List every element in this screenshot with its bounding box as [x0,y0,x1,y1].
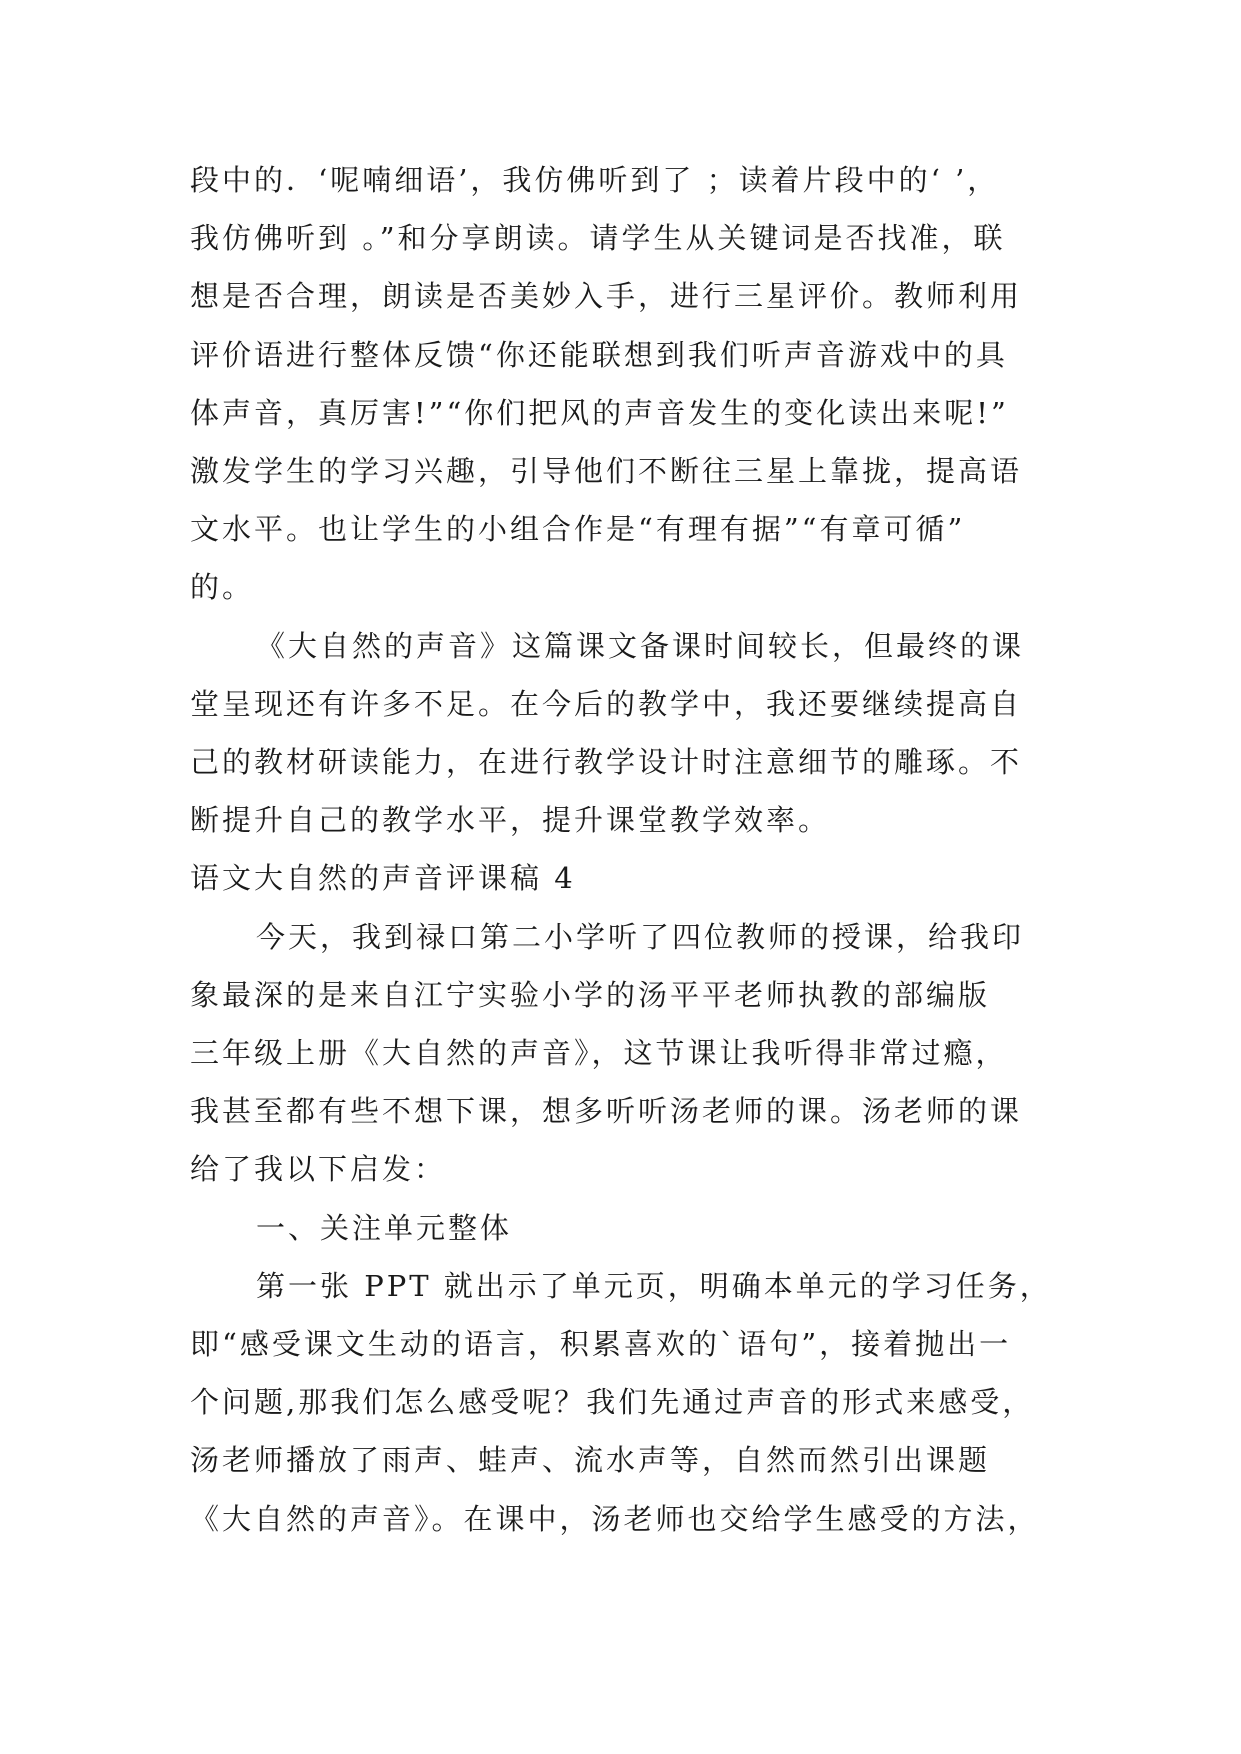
text-line: 堂呈现还有许多不足。在今后的教学中，我还要继续提高自 [190,686,1023,721]
text-line: 想是否合理，朗读是否美妙入手，进行三星评价。教师利用 [190,279,1023,314]
text-line: 汤老师播放了雨声、蛙声、流水声等，自然而然引出课题 [190,1443,991,1478]
text-line: 我仿佛听到 。”和分享朗读。请学生从关键词是否找准，联 [190,221,1006,256]
text-line: 个问题,那我们怎么感受呢？我们先通过声音的形式来感受， [190,1385,1035,1420]
text-line: 我甚至都有些不想下课，想多听听汤老师的课。汤老师的课 [190,1094,1023,1129]
text-line: 第一张 PPT 就出示了单元页，明确本单元的学习任务， [256,1268,1052,1303]
text-line: 的。 [190,570,255,605]
text-line: 激发学生的学习兴趣，引导他们不断往三星上靠拢，提高语 [190,454,1023,488]
text-line: 一、关注单元整体 [256,1210,513,1245]
text-line: 体声音，真厉害!”“你们把风的声音发生的变化读出来呢!” [190,395,1009,430]
text-line: 评价语进行整体反馈“你还能联想到我们听声音游戏中的具 [190,337,1008,372]
text-line: 己的教材研读能力，在进行教学设计时注意细节的雕琢。不 [190,745,1023,779]
text-line: 段中的．‘呢喃细语’，我仿佛听到了 ；读着片段中的‘ ’， [190,163,1000,197]
text-line: 文水平。也让学生的小组合作是“有理有据”“有章可循” [190,512,966,547]
text-line: 三年级上册《大自然的声音》，这节课让我听得非常过瘾， [190,1036,1008,1070]
text-line: 象最深的是来自江宁实验小学的汤平平老师执教的部编版 [190,977,991,1012]
text-line: 《大自然的声音》这篇课文备课时间较长，但最终的课 [256,628,1025,663]
text-line: 断提升自己的教学水平，提升课堂教学效率。 [190,803,831,838]
section-heading: 语文大自然的声音评课稿 4 [190,861,576,896]
text-line: 今天，我到禄口第二小学听了四位教师的授课，给我印 [256,919,1025,954]
text-line: 给了我以下启发： [190,1152,447,1187]
text-line: 即“感受课文生动的语言，积累喜欢的`语句”，接着抛出一 [190,1327,1012,1361]
text-line: 《大自然的声音》。在课中，汤老师也交给学生感受的方法， [190,1501,1040,1536]
